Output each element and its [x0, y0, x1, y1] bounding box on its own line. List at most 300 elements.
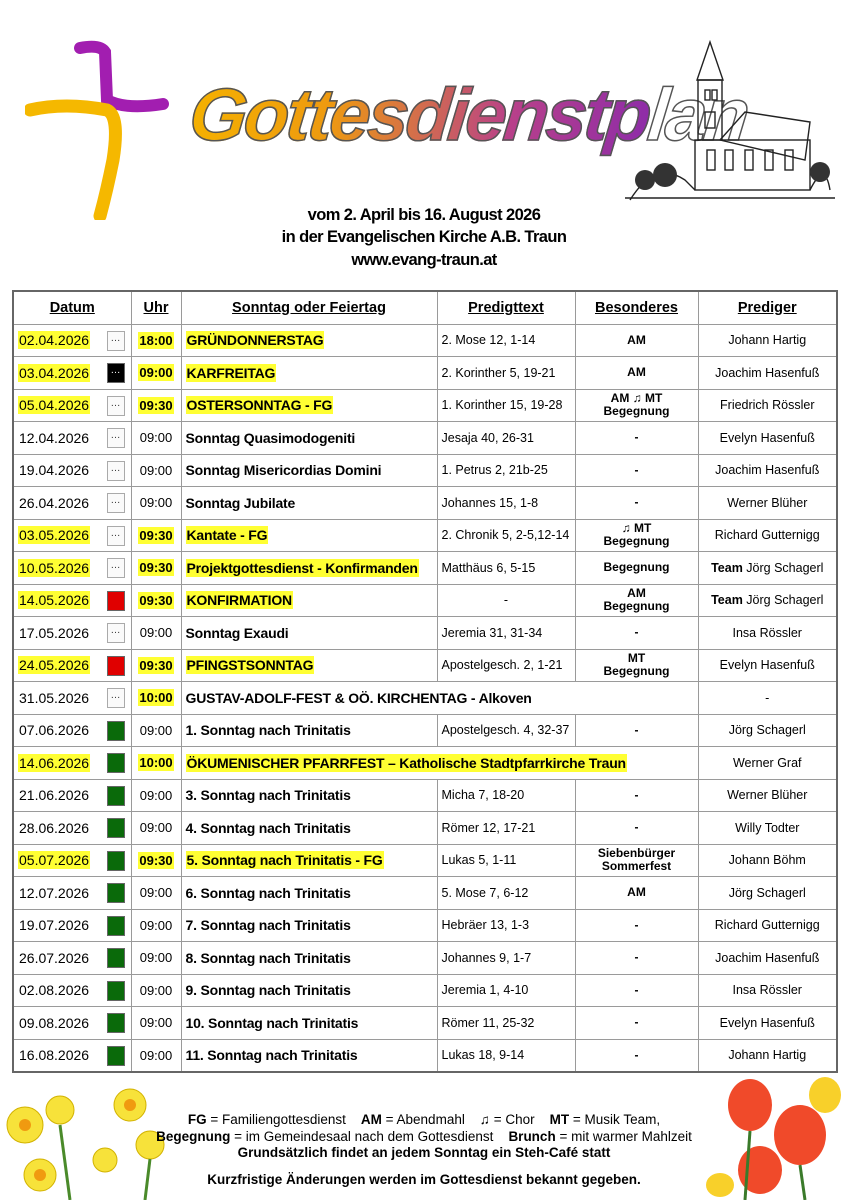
special-cell	[575, 844, 698, 877]
time-cell	[131, 844, 181, 877]
date-cell	[13, 714, 131, 747]
time-cell	[131, 552, 181, 585]
bible-text: Jesaja 40, 26-31	[441, 430, 534, 445]
time-cell	[131, 779, 181, 812]
color-marker-box	[107, 721, 125, 741]
feast-text: OSTERSONNTAG - FG	[186, 397, 333, 414]
bible-text-cell	[437, 942, 575, 975]
feast-text: GUSTAV-ADOLF-FEST & OÖ. KIRCHENTAG - Alkoven	[185, 689, 532, 706]
table-row	[13, 714, 837, 747]
feast-text: 1. Sonntag nach Trinitatis	[185, 722, 351, 739]
bible-text-cell	[437, 552, 575, 585]
date-text: 16.08.2026	[19, 1047, 90, 1064]
date-text: 24.05.2026	[19, 657, 90, 674]
bible-text: 1. Petrus 2, 21b-25	[441, 463, 548, 478]
legend-am-abbr: AM	[360, 1112, 382, 1127]
feast-text: Sonntag Quasimodogeniti	[185, 429, 356, 446]
feast-text: Sonntag Exaudi	[185, 624, 289, 641]
date-text: 05.07.2026	[19, 852, 90, 869]
time-cell	[131, 454, 181, 487]
time-cell	[131, 714, 181, 747]
color-marker-box	[107, 1013, 125, 1033]
bible-text: 2. Chronik 5, 2-5,12-14	[441, 528, 570, 543]
preacher-cell	[698, 877, 837, 910]
date-text: 31.05.2026	[19, 689, 90, 706]
preacher-name: Joachim Hasenfuß	[715, 365, 820, 380]
bible-text-cell	[437, 812, 575, 845]
preacher-name: Johann Böhm	[728, 853, 806, 868]
table-row	[13, 649, 837, 682]
date-text: 26.07.2026	[19, 949, 90, 966]
color-marker-box: …	[107, 623, 125, 643]
time-text: 09:30	[139, 657, 173, 673]
feast-text: 6. Sonntag nach Trinitatis	[185, 884, 351, 901]
legend-line-1	[0, 1112, 848, 1127]
time-text: 09:00	[139, 917, 173, 933]
feast-cell	[181, 487, 437, 520]
page-title: Gottesdienstplan	[184, 55, 657, 175]
special-cell	[575, 812, 698, 845]
bible-text-cell	[437, 422, 575, 455]
color-marker-box	[107, 656, 125, 676]
special-line-1: -	[634, 1015, 639, 1030]
table-row	[13, 454, 837, 487]
preacher-cell	[698, 519, 837, 552]
time-cell	[131, 649, 181, 682]
date-text: 26.04.2026	[19, 494, 90, 511]
cafe-note: Grundsätzlich findet an jedem Sonntag ein Steh-Café statt	[237, 1145, 611, 1160]
legend-mt-abbr: MT	[549, 1112, 570, 1127]
time-text: 09:30	[139, 592, 173, 608]
table-row	[13, 812, 837, 845]
feast-cell	[181, 649, 437, 682]
date-cell	[13, 747, 131, 780]
table-row	[13, 389, 837, 422]
col-header-special: Besonderes	[575, 291, 698, 324]
feast-cell	[181, 519, 437, 552]
table-row	[13, 1039, 837, 1072]
color-marker-box	[107, 786, 125, 806]
date-text: 05.04.2026	[19, 397, 90, 414]
color-marker-box	[107, 591, 125, 611]
legend-am-text: = Abendmahl	[385, 1112, 465, 1127]
special-line-1: -	[634, 625, 639, 640]
color-marker-box: …	[107, 461, 125, 481]
date-cell	[13, 389, 131, 422]
date-cell	[13, 357, 131, 390]
preacher-name: Jörg Schagerl	[728, 723, 806, 738]
changes-note: Kurzfristige Änderungen werden im Gottesdienst bekannt gegeben.	[207, 1172, 641, 1187]
special-line-1: -	[634, 982, 639, 997]
date-cell	[13, 844, 131, 877]
special-line-1: -	[634, 820, 639, 835]
date-cell	[13, 812, 131, 845]
table-row	[13, 357, 837, 390]
bible-text-cell	[437, 877, 575, 910]
date-cell	[13, 552, 131, 585]
special-line-1: ♫ MT	[621, 521, 652, 536]
time-text: 09:30	[139, 560, 173, 576]
legend-begegnung-text: = im Gemeindesaal nach dem Gottesdienst	[234, 1129, 494, 1144]
special-line-1: AM	[627, 586, 646, 601]
special-cell	[575, 617, 698, 650]
date-text: 19.04.2026	[19, 462, 90, 479]
legend-fg-text: = Familiengottesdienst	[210, 1112, 346, 1127]
feast-text: KARFREITAG	[186, 364, 276, 381]
church-illustration	[625, 40, 835, 210]
table-row	[13, 877, 837, 910]
time-text: 09:00	[139, 625, 173, 641]
special-cell	[575, 942, 698, 975]
feast-cell	[181, 617, 437, 650]
date-text: 12.07.2026	[19, 884, 90, 901]
time-cell	[131, 812, 181, 845]
time-cell	[131, 1039, 181, 1072]
special-cell	[575, 1039, 698, 1072]
preacher-cell	[698, 909, 837, 942]
bible-text: Johannes 9, 1-7	[441, 950, 532, 965]
preacher-name: -	[765, 690, 770, 705]
color-marker-box: …	[107, 688, 125, 708]
date-cell	[13, 1007, 131, 1040]
feast-text: Sonntag Jubilate	[185, 494, 296, 511]
time-text: 09:00	[139, 462, 173, 478]
feast-text: Kantate - FG	[186, 527, 268, 544]
color-marker-box	[107, 981, 125, 1001]
bible-text-cell	[437, 617, 575, 650]
table-row	[13, 974, 837, 1007]
date-text: 12.04.2026	[19, 429, 90, 446]
color-marker-box	[107, 818, 125, 838]
feast-cell	[181, 454, 437, 487]
table-row	[13, 747, 837, 780]
date-cell	[13, 617, 131, 650]
preacher-name: Jörg Schagerl	[746, 560, 824, 575]
special-line-1: -	[634, 495, 639, 510]
preacher-cell	[698, 1007, 837, 1040]
legend-chor-text: = Chor	[493, 1112, 535, 1127]
col-header-date: Datum	[13, 291, 131, 324]
feast-cell	[181, 779, 437, 812]
special-line-1: -	[634, 950, 639, 965]
preacher-name: Jörg Schagerl	[728, 885, 806, 900]
time-text: 09:30	[139, 397, 173, 413]
preacher-name: Insa Rössler	[732, 983, 802, 998]
bible-text: Matthäus 6, 5-15	[441, 560, 536, 575]
col-header-preacher: Prediger	[698, 291, 837, 324]
color-marker-box	[107, 753, 125, 773]
table-row	[13, 519, 837, 552]
date-cell	[13, 779, 131, 812]
bible-text: 1. Korinther 15, 19-28	[441, 398, 563, 413]
time-cell	[131, 942, 181, 975]
date-text: 02.08.2026	[19, 982, 90, 999]
color-marker-box	[107, 851, 125, 871]
table-row	[13, 422, 837, 455]
feast-text: 3. Sonntag nach Trinitatis	[185, 787, 351, 804]
time-text: 09:00	[139, 495, 173, 511]
preacher-name: Richard Gutternigg	[714, 528, 820, 543]
special-cell	[575, 454, 698, 487]
date-text: 10.05.2026	[19, 559, 90, 576]
special-cell	[575, 584, 698, 617]
time-text: 09:00	[139, 885, 173, 901]
special-cell	[575, 974, 698, 1007]
time-cell	[131, 877, 181, 910]
time-cell	[131, 1007, 181, 1040]
col-header-text: Predigttext	[437, 291, 575, 324]
preacher-name: Insa Rössler	[732, 625, 802, 640]
special-cell	[575, 1007, 698, 1040]
time-cell	[131, 324, 181, 357]
bible-text-cell	[437, 909, 575, 942]
feast-cell	[181, 422, 437, 455]
feast-text: 9. Sonntag nach Trinitatis	[185, 982, 351, 999]
special-line-1: -	[634, 917, 639, 932]
preacher-name: Werner Blüher	[727, 495, 808, 510]
feast-text: ÖKUMENISCHER PFARRFEST – Katholische Stadtpfarrkirche Traun	[186, 754, 626, 771]
preacher-cell	[698, 389, 837, 422]
preacher-name: Joachim Hasenfuß	[715, 463, 820, 478]
date-text: 03.05.2026	[19, 527, 90, 544]
time-text: 09:00	[139, 820, 173, 836]
bible-text-cell	[437, 649, 575, 682]
feast-cell	[181, 682, 698, 715]
bible-text-cell	[437, 714, 575, 747]
date-cell	[13, 422, 131, 455]
color-marker-box	[107, 916, 125, 936]
preacher-cell	[698, 357, 837, 390]
date-text: 21.06.2026	[19, 787, 90, 804]
date-cell	[13, 519, 131, 552]
special-cell	[575, 487, 698, 520]
bible-text: Römer 11, 25-32	[441, 1015, 535, 1030]
date-text: 14.05.2026	[19, 592, 90, 609]
preacher-name: Evelyn Hasenfuß	[719, 658, 815, 673]
date-text: 28.06.2026	[19, 819, 90, 836]
color-marker-box: …	[107, 493, 125, 513]
feast-cell	[181, 974, 437, 1007]
table-row	[13, 552, 837, 585]
special-line-1: MT	[627, 651, 646, 666]
preacher-team-label: Team	[711, 560, 743, 575]
website-link[interactable]: www.evang-traun.at	[351, 251, 497, 269]
legend-brunch-text: = mit warmer Mahlzeit	[559, 1129, 692, 1144]
preacher-cell	[698, 812, 837, 845]
time-text: 09:00	[139, 722, 173, 738]
special-line-1: Siebenbürger	[597, 846, 676, 861]
bible-text-cell	[437, 779, 575, 812]
date-cell	[13, 584, 131, 617]
time-text: 09:00	[139, 365, 173, 381]
preacher-cell	[698, 942, 837, 975]
feast-cell	[181, 1007, 437, 1040]
date-cell	[13, 909, 131, 942]
legend-chor-abbr: ♫	[479, 1112, 490, 1127]
table-row	[13, 909, 837, 942]
preacher-name: Friedrich Rössler	[720, 398, 815, 413]
bible-text-cell	[437, 584, 575, 617]
special-cell	[575, 324, 698, 357]
bible-text-cell	[437, 357, 575, 390]
bible-text: Lukas 18, 9-14	[441, 1048, 525, 1063]
feast-cell	[181, 584, 437, 617]
bible-text: -	[503, 593, 509, 608]
time-cell	[131, 974, 181, 1007]
table-row	[13, 487, 837, 520]
time-text: 09:00	[139, 787, 173, 803]
time-cell	[131, 519, 181, 552]
bible-text: 2. Mose 12, 1-14	[441, 333, 536, 348]
table-header-row	[13, 291, 837, 324]
special-line-2: Sommerfest	[601, 859, 672, 874]
special-line-1: -	[634, 1047, 639, 1062]
bible-text: Lukas 5, 1-11	[441, 853, 517, 868]
preacher-cell	[698, 1039, 837, 1072]
feast-cell	[181, 812, 437, 845]
special-line-1: AM	[627, 885, 646, 900]
special-line-2: Begegnung	[603, 664, 670, 679]
feast-text: 11. Sonntag nach Trinitatis	[185, 1047, 358, 1064]
special-line-2: Begegnung	[603, 599, 670, 614]
time-cell	[131, 909, 181, 942]
service-schedule-table	[12, 290, 838, 1073]
special-cell	[575, 877, 698, 910]
subtitle-dates: vom 2. April bis 16. August 2026	[307, 206, 541, 224]
date-text: 03.04.2026	[19, 364, 90, 381]
color-marker-box: …	[107, 428, 125, 448]
table-row	[13, 617, 837, 650]
special-line-1: -	[634, 787, 639, 802]
feast-cell	[181, 909, 437, 942]
bible-text: Römer 12, 17-21	[441, 820, 536, 835]
feast-text: 8. Sonntag nach Trinitatis	[185, 949, 351, 966]
table-row	[13, 779, 837, 812]
bible-text: Micha 7, 18-20	[441, 788, 525, 803]
preacher-cell	[698, 454, 837, 487]
preacher-cell	[698, 747, 837, 780]
date-cell	[13, 942, 131, 975]
table-row	[13, 942, 837, 975]
preacher-cell	[698, 422, 837, 455]
time-cell	[131, 747, 181, 780]
date-text: 17.05.2026	[19, 624, 90, 641]
feast-cell	[181, 747, 698, 780]
special-cell	[575, 422, 698, 455]
preacher-cell	[698, 844, 837, 877]
preacher-name: Joachim Hasenfuß	[715, 950, 820, 965]
preacher-name: Johann Hartig	[728, 333, 807, 348]
date-cell	[13, 454, 131, 487]
preacher-cell	[698, 974, 837, 1007]
time-text: 10:00	[139, 690, 173, 706]
time-cell	[131, 389, 181, 422]
preacher-team-label: Team	[711, 593, 743, 608]
color-marker-box: …	[107, 558, 125, 578]
table-row	[13, 682, 837, 715]
table-row	[13, 1007, 837, 1040]
preacher-cell	[698, 714, 837, 747]
date-text: 07.06.2026	[19, 722, 90, 739]
date-text: 19.07.2026	[19, 917, 90, 934]
table-row	[13, 324, 837, 357]
special-line-1: AM ♫ MT	[610, 391, 663, 406]
table-row	[13, 584, 837, 617]
cross-logo	[25, 40, 175, 220]
feast-cell	[181, 877, 437, 910]
feast-text: 4. Sonntag nach Trinitatis	[185, 819, 351, 836]
time-cell	[131, 357, 181, 390]
date-cell	[13, 682, 131, 715]
preacher-name: Willy Todter	[735, 820, 800, 835]
feast-text: 7. Sonntag nach Trinitatis	[185, 917, 351, 934]
preacher-cell	[698, 779, 837, 812]
color-marker-box: …	[107, 396, 125, 416]
feast-cell	[181, 1039, 437, 1072]
special-cell	[575, 552, 698, 585]
date-text: 14.06.2026	[19, 754, 90, 771]
legend-mt-text: = Musik Team,	[572, 1112, 661, 1127]
col-header-feast: Sonntag oder Feiertag	[181, 291, 437, 324]
time-text: 09:00	[139, 1015, 173, 1031]
feast-cell	[181, 552, 437, 585]
feast-cell	[181, 844, 437, 877]
time-cell	[131, 617, 181, 650]
special-line-1: -	[634, 430, 639, 445]
date-text: 09.08.2026	[19, 1014, 90, 1031]
preacher-cell	[698, 552, 837, 585]
special-cell	[575, 357, 698, 390]
special-cell	[575, 389, 698, 422]
preacher-cell	[698, 682, 837, 715]
preacher-name: Werner Blüher	[727, 788, 808, 803]
bible-text-cell	[437, 844, 575, 877]
bible-text: Johannes 15, 1-8	[441, 495, 539, 510]
preacher-cell	[698, 584, 837, 617]
preacher-name: Evelyn Hasenfuß	[719, 430, 815, 445]
bible-text: Apostelgesch. 2, 1-21	[441, 658, 563, 673]
color-marker-box	[107, 948, 125, 968]
feast-cell	[181, 357, 437, 390]
date-cell	[13, 974, 131, 1007]
table-row	[13, 844, 837, 877]
preacher-name: Werner Graf	[732, 755, 802, 770]
preacher-name: Jörg Schagerl	[746, 593, 824, 608]
bible-text-cell	[437, 324, 575, 357]
color-marker-box: …	[107, 363, 125, 383]
special-line-1: AM	[627, 365, 646, 380]
bible-text-cell	[437, 519, 575, 552]
date-cell	[13, 487, 131, 520]
bible-text-cell	[437, 974, 575, 1007]
legend-brunch-abbr: Brunch	[508, 1129, 556, 1144]
special-line-1: AM	[627, 332, 646, 347]
date-text: 02.04.2026	[19, 332, 90, 349]
preacher-name: Richard Gutternigg	[714, 918, 820, 933]
feast-text: PFINGSTSONNTAG	[186, 657, 314, 674]
time-text: 09:00	[139, 430, 173, 446]
col-header-time: Uhr	[131, 291, 181, 324]
time-text: 09:00	[139, 950, 173, 966]
bible-text: 2. Korinther 5, 19-21	[441, 365, 556, 380]
bible-text: Jeremia 31, 31-34	[441, 625, 543, 640]
bible-text-cell	[437, 487, 575, 520]
preacher-cell	[698, 487, 837, 520]
color-marker-box	[107, 1046, 125, 1066]
bible-text: Jeremia 1, 4-10	[441, 983, 529, 998]
date-cell	[13, 1039, 131, 1072]
feast-text: 5. Sonntag nach Trinitatis - FG	[186, 852, 383, 869]
